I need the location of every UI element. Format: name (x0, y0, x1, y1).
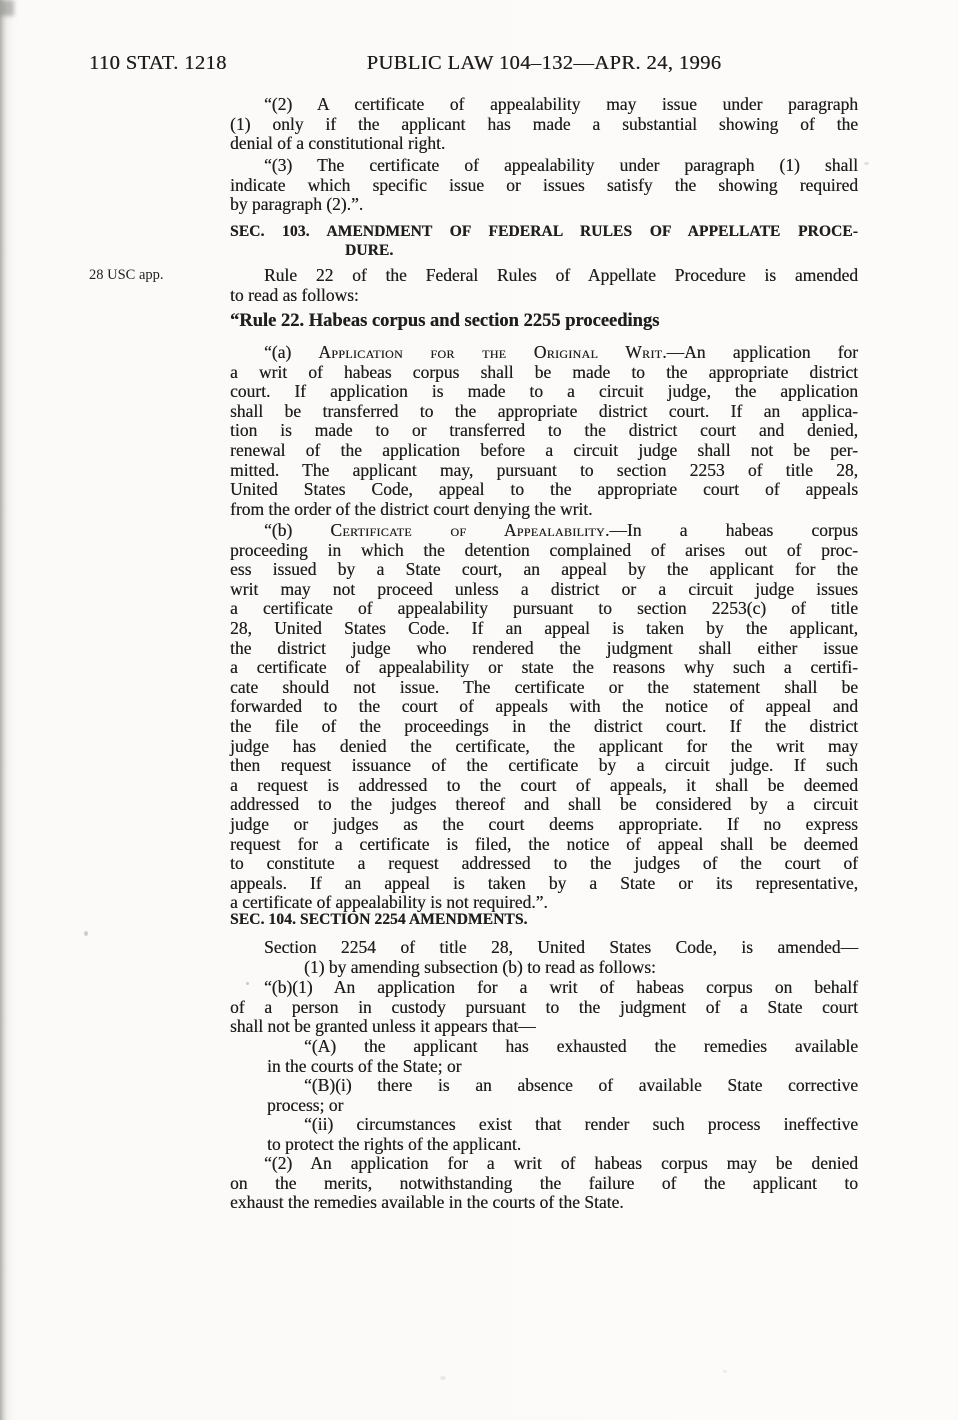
text-run: “(a) (264, 342, 319, 362)
text-run: forwarded to the court of appeals with the notice of appeal and (230, 696, 858, 717)
clause-ii (230, 1115, 858, 1154)
text-line (230, 815, 858, 835)
text-line (230, 658, 858, 678)
clause-B-i (230, 1076, 858, 1115)
text-run: “(B)(i) there is an absence of available State corrective (304, 1075, 858, 1095)
text-line (230, 195, 858, 215)
text-run: Section 2254 of title 28, United States Code, is amended— (264, 937, 858, 957)
text-run: tion is made to or transferred to the district court and denied, (230, 420, 858, 441)
amend-intro (230, 938, 858, 958)
text-run: SEC. 103. AMENDMENT OF FEDERAL RULES OF APPELLATE PROCE- (230, 223, 858, 240)
text-line (230, 639, 858, 659)
text-line (230, 835, 858, 855)
text-line (230, 222, 858, 241)
text-line (230, 978, 858, 998)
text-line (230, 480, 858, 500)
text-line (230, 1193, 858, 1213)
scan-speck (246, 982, 249, 985)
small-caps-text: Certificate of Appealability (330, 520, 606, 540)
text-run: renewal of the application before a circuit judge shall not be per- (230, 439, 858, 460)
text-run: in the courts of the State; or (267, 1055, 462, 1076)
text-run: .—An application for (662, 342, 859, 362)
text-run: a writ of habeas corpus shall be made to the appropriate district (230, 361, 858, 382)
text-run: “(3) The certificate of appealability under paragraph (1) shall (264, 155, 858, 175)
scan-speck (864, 162, 869, 165)
para-b-certificate-of-appealability (230, 521, 858, 913)
text-line (230, 541, 858, 561)
text-run: denial of a constitutional right. (230, 133, 446, 154)
sec-103-heading (230, 222, 858, 260)
scan-speck (440, 1376, 446, 1380)
text-run: “Rule 22. Habeas corpus and section 2255 proceedings (230, 311, 660, 331)
text-line (230, 441, 858, 461)
sec-104-heading (230, 910, 858, 929)
text-line (230, 776, 858, 796)
text-line (230, 1115, 858, 1135)
text-run: a request is addressed to the court of appeals, it shall be deemed (230, 774, 858, 795)
text-run: DURE. (345, 242, 394, 259)
text-run: process; or (267, 1094, 344, 1115)
amend-clause-1 (230, 958, 858, 978)
scan-edge-corner (0, 0, 14, 16)
text-line (230, 156, 858, 176)
law-title: PUBLIC LAW 104–132—APR. 24, 1996 (366, 52, 722, 74)
text-line (230, 737, 858, 757)
text-line (230, 1037, 858, 1057)
text-run: a certificate of appealability or state the reasons why such a certifi- (230, 657, 858, 678)
text-run: ess issued by a State court, an appeal by the applicant for the (230, 559, 858, 580)
para-3-certificate (230, 156, 858, 215)
text-line (230, 1096, 858, 1116)
margin-note-28-usc-app: 28 USC app. (89, 267, 164, 283)
text-run: by paragraph (2).”. (230, 194, 364, 215)
text-run: 28, United States Code. If an appeal is taken by the applicant, (230, 617, 858, 638)
text-line (230, 363, 858, 383)
text-run: “(A) the applicant has exhausted the remedies available (304, 1036, 858, 1056)
text-line (230, 998, 858, 1018)
para-a-application (230, 343, 858, 519)
text-run: indicate which specific issue or issues satisfy the showing required (230, 174, 858, 195)
clause-A (230, 1037, 858, 1076)
text-run: “(b) (264, 520, 331, 540)
text-line (230, 1154, 858, 1174)
text-line (230, 343, 858, 363)
text-line (230, 266, 858, 286)
text-run: United States Code, appeal to the appropriate court of appeals (230, 479, 858, 500)
text-run: court. If application is made to a circuit judge, the application (230, 381, 858, 402)
para-b1 (230, 978, 858, 1037)
text-run: then request issuance of the certificate by a circuit judge. If such (230, 755, 858, 776)
text-run: the district judge who rendered the judgment shall either issue (230, 637, 858, 658)
text-run: writ may not proceed unless a district or a circuit judge issues (230, 578, 858, 599)
text-line (230, 421, 858, 441)
text-run: to protect the rights of the applicant. (267, 1133, 522, 1154)
text-line (230, 560, 858, 580)
text-run: proceeding in which the detention complained of arises out of proc- (230, 539, 858, 560)
text-line (230, 717, 858, 737)
text-line (230, 500, 858, 520)
text-run: (1) by amending subsection (b) to read as follows: (304, 957, 656, 977)
text-run: mitted. The applicant may, pursuant to section 2253 of title 28, (230, 459, 858, 480)
para-2-sec2254 (230, 1154, 858, 1213)
text-line (230, 756, 858, 776)
text-line (230, 521, 858, 541)
text-line (230, 1057, 858, 1077)
text-line (230, 134, 858, 154)
text-line (230, 95, 858, 115)
text-line (230, 697, 858, 717)
text-line (230, 461, 858, 481)
text-run: appeals. If an appeal is taken by a State or its representative, (230, 872, 858, 893)
text-line (230, 286, 858, 306)
text-line (230, 599, 858, 619)
text-line (230, 241, 858, 260)
text-line (230, 678, 858, 698)
scan-speck (723, 1370, 727, 1373)
text-run: “(b)(1) An application for a writ of habeas corpus on behalf (264, 977, 858, 997)
text-line (230, 938, 858, 958)
text-line (230, 580, 858, 600)
text-run: shall be transferred to the appropriate district court. If an applica- (230, 400, 858, 421)
text-line (230, 311, 858, 332)
text-run: a certificate of appealability is not required.”. (230, 892, 548, 913)
text-run: Rule 22 of the Federal Rules of Appellate Procedure is amended (264, 265, 858, 285)
text-run: from the order of the district court denying the writ. (230, 498, 593, 519)
statute-page-number: 110 STAT. 1218 (89, 52, 227, 74)
text-run: request for a certificate is filed, the notice of appeal shall be deemed (230, 833, 858, 854)
rule22-amended-para (230, 266, 858, 305)
text-run: .—In a habeas corpus (605, 520, 858, 540)
text-run: SEC. 104. SECTION 2254 AMENDMENTS. (230, 911, 528, 928)
text-run: cate should not issue. The certificate or the statement shall be (230, 676, 858, 697)
text-run: a certificate of appealability pursuant to section 2253(c) of title (230, 598, 858, 619)
text-run: “(2) A certificate of appealability may issue under paragraph (264, 94, 858, 114)
text-run: on the merits, notwithstanding the failure of the applicant to (230, 1172, 858, 1193)
scan-edge-shadow (0, 0, 12, 1420)
text-line (230, 1076, 858, 1096)
text-run: “(ii) circumstances exist that render such process ineffective (304, 1114, 858, 1134)
text-run: “(2) An application for a writ of habeas corpus may be denied (264, 1153, 858, 1173)
text-line (230, 176, 858, 196)
text-run: addressed to the judges thereof and shall be considered by a circuit (230, 794, 858, 815)
text-line (230, 874, 858, 894)
text-run: shall not be granted unless it appears that— (230, 1016, 536, 1037)
text-line (230, 402, 858, 422)
text-line (230, 854, 858, 874)
text-run: judge has denied the certificate, the applicant for the writ may (230, 735, 858, 756)
scan-speck (84, 931, 88, 936)
text-run: to read as follows: (230, 284, 359, 305)
small-caps-text: Application for the Original Writ (318, 342, 663, 362)
text-line (230, 619, 858, 639)
text-line (230, 382, 858, 402)
text-line (230, 1017, 858, 1037)
text-run: (1) only if the applicant has made a substantial showing of the (230, 113, 858, 134)
text-column (230, 0, 858, 1420)
rule-22-heading (230, 311, 858, 332)
text-run: of a person in custody pursuant to the judgment of a State court (230, 996, 858, 1017)
text-line (230, 1174, 858, 1194)
text-line (230, 795, 858, 815)
text-run: exhaust the remedies available in the courts of the State. (230, 1192, 624, 1213)
text-line (230, 115, 858, 135)
text-run: to constitute a request addressed to the judges of the court of (230, 853, 858, 874)
text-line (230, 958, 858, 978)
text-line (230, 1135, 858, 1155)
para-2-certificate (230, 95, 858, 154)
text-run: the file of the proceedings in the district court. If the district (230, 715, 858, 736)
text-line (230, 910, 858, 929)
text-run: judge or judges as the court deems appropriate. If no express (230, 813, 858, 834)
